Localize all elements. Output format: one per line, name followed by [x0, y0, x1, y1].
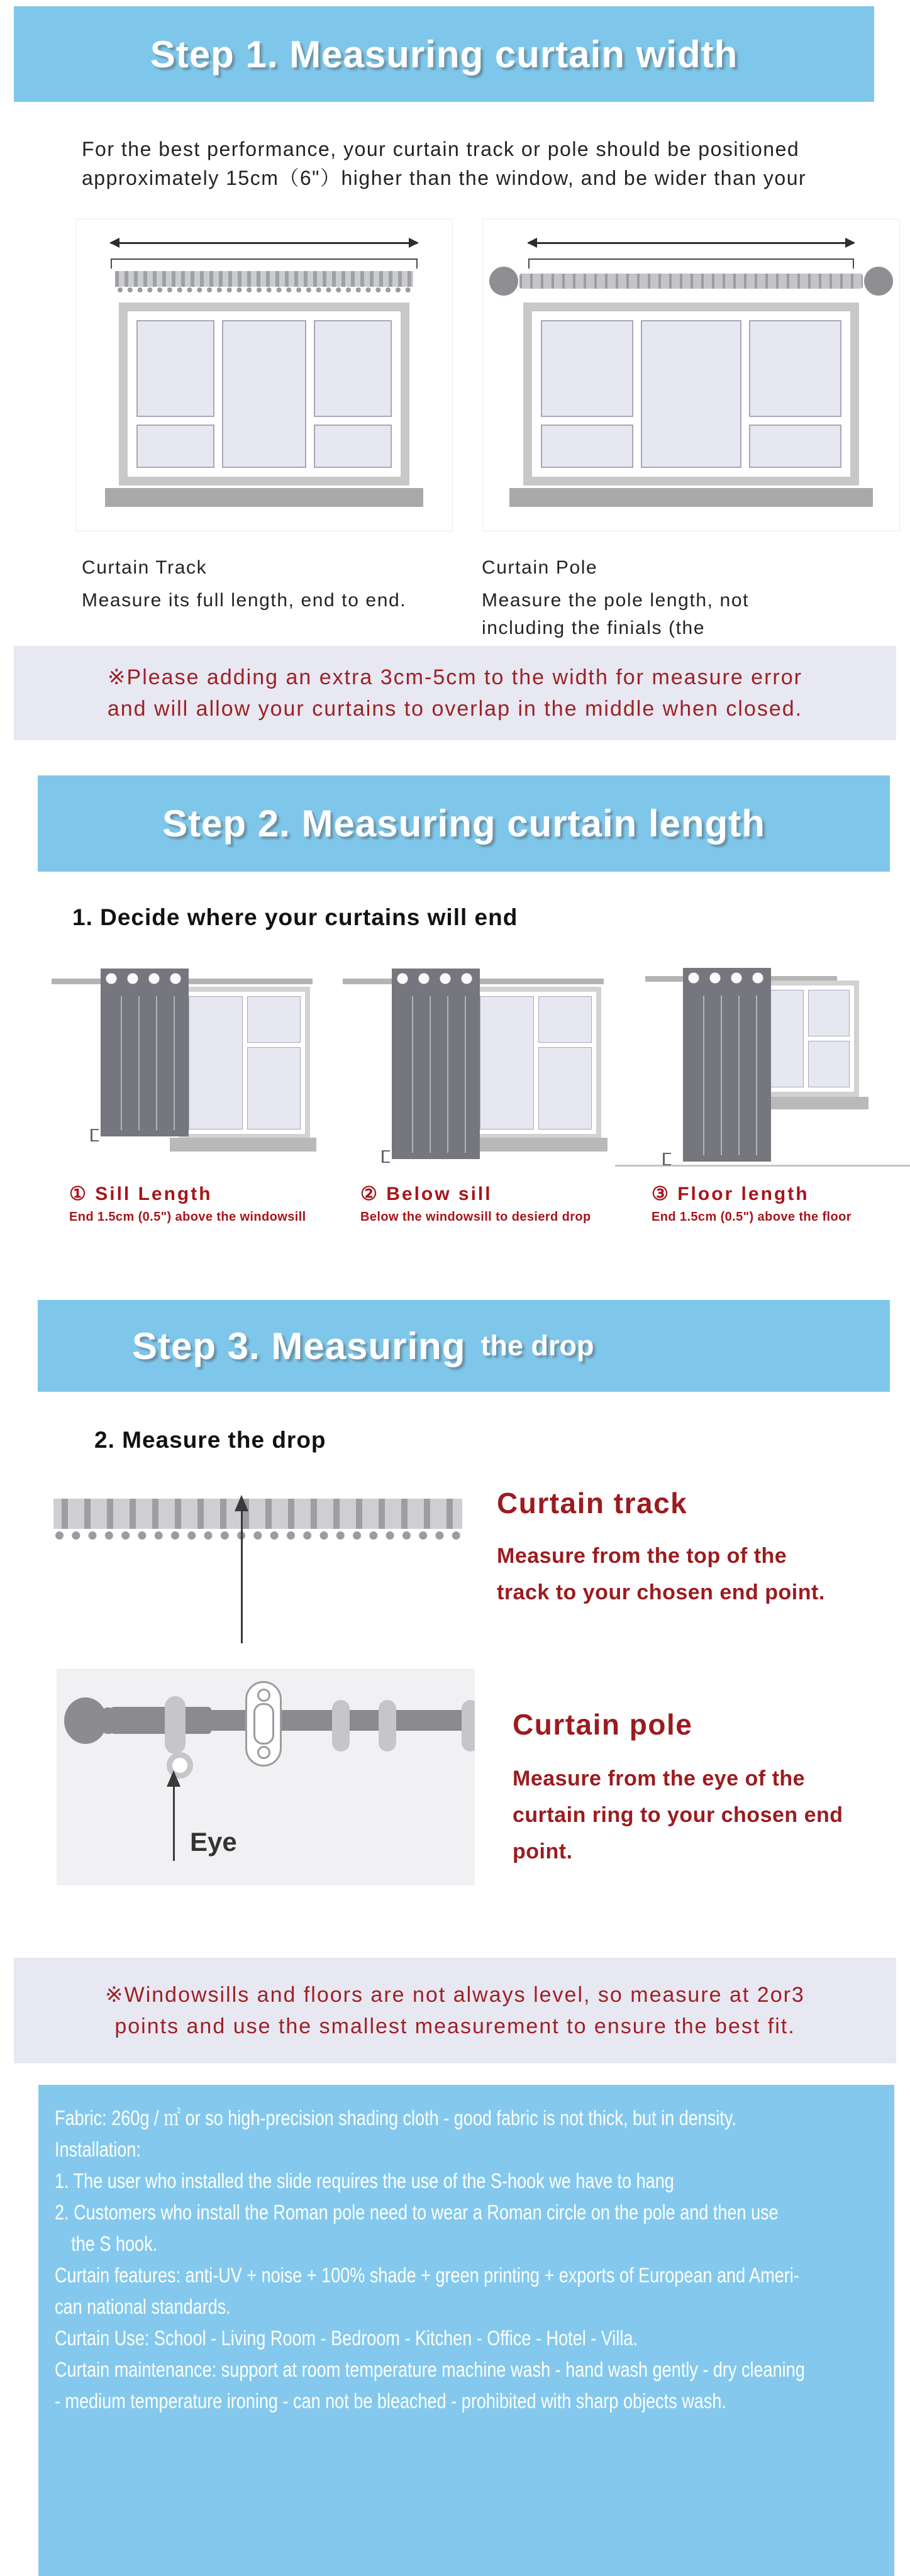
curtain-pole-bar [519, 274, 863, 289]
curtain-panel [101, 969, 189, 1136]
curtain-pole-caption [482, 554, 910, 642]
curtain-track-bar [115, 271, 413, 287]
footer-line: 1. The user who installed the slide requires the use of the S-hook we have to hang [55, 2169, 674, 2192]
caption-title: Curtain Track [82, 557, 208, 578]
option-title: ② Below sill [360, 1184, 492, 1204]
footer-line: the S hook. [71, 2232, 158, 2255]
screw-hole [257, 1689, 270, 1702]
curtain-ring [379, 1700, 396, 1752]
curtain-length-options-row [44, 952, 910, 1224]
window-pane [247, 996, 301, 1043]
windowsill [170, 1138, 316, 1152]
window-diagrams-row [75, 219, 910, 531]
footer-line: Installation: [55, 2138, 141, 2161]
step1-title: Step 1. Measuring curtain width [150, 33, 738, 75]
window-pane [541, 320, 633, 417]
eye-label: Eye [190, 1827, 237, 1857]
mini-window [179, 987, 310, 1139]
floor-length-diagram [626, 952, 906, 1169]
measure-tick [91, 1129, 99, 1141]
windowsill [509, 488, 873, 507]
window-pane [136, 425, 214, 468]
window-pane [541, 425, 633, 468]
pole-body [513, 1760, 843, 1870]
option-description: End 1.5cm (0.5") above the windowsill [69, 1210, 306, 1224]
track-drop-diagram [53, 1480, 462, 1668]
step3-title-sub: the drop [480, 1330, 594, 1362]
footer-line: Curtain Use: School - Living Room - Bedroom - Kitchen - Office - Hotel - Villa. [55, 2326, 638, 2350]
pole-eye-diagram [57, 1668, 475, 1885]
pole-heading: Curtain pole [513, 1708, 693, 1741]
curtain-folds [396, 996, 476, 1153]
measure-pole-section [57, 1668, 910, 1885]
drop-arrow-icon [241, 1510, 243, 1643]
product-details-footer [38, 2085, 894, 2576]
curtain-ring [165, 1696, 186, 1754]
step1-intro-paragraph [82, 135, 910, 192]
bracket-slot [253, 1703, 274, 1745]
measure-bracket [528, 258, 854, 269]
footer-line: - medium temperature ironing - can not be bleached - prohibited with sharp objects wash. [55, 2389, 726, 2412]
mini-window [470, 987, 601, 1139]
curtain-ring [462, 1700, 475, 1752]
eye-arrow-icon [173, 1785, 175, 1861]
below-sill-diagram [335, 952, 615, 1169]
curtain-pole-diagram [482, 219, 900, 531]
window-column [480, 996, 534, 1130]
caption-title: Curtain Pole [482, 557, 598, 578]
width-measure-note [14, 646, 896, 740]
pole-thick-segment [111, 1707, 211, 1734]
step3-header-band [38, 1300, 890, 1392]
grommets [103, 971, 186, 986]
track-glider-loops [55, 1531, 460, 1540]
track-body-line: track to your chosen end point. [497, 1580, 825, 1604]
window-column [541, 320, 633, 468]
sill-length-diagram [44, 952, 324, 1169]
intro-line-2: approximately 15cm（6"）higher than the window, and be wider than your [82, 167, 807, 189]
note-line: ※Windowsills and floors are not always level, so measure at 2or3 [105, 1983, 805, 2007]
window-glass [128, 311, 401, 477]
track-body-line: Measure from the top of the [497, 1544, 787, 1568]
window-pane [480, 996, 534, 1130]
option-title: ③ Floor length [652, 1184, 809, 1204]
footer-line: can national standards. [55, 2295, 231, 2318]
window-pane [136, 320, 214, 417]
pole-instructions [513, 1668, 843, 1885]
window-column [808, 990, 850, 1087]
curtain-folds [104, 996, 185, 1130]
pole-body-line: curtain ring to your chosen end [513, 1803, 843, 1827]
window-column [314, 320, 392, 468]
window-glass [757, 985, 854, 1092]
measure-track-section [53, 1480, 910, 1668]
step3-title-main: Step 3. Measuring [132, 1324, 466, 1367]
windowsill [461, 1138, 608, 1152]
footer-line: Curtain features: anti-UV + noise + 100% shade + green printing + exports of European and Ameri- [55, 2263, 799, 2287]
curtain-panel [683, 968, 771, 1162]
curtain-ring [332, 1700, 350, 1752]
pole-bracket [245, 1681, 282, 1767]
window-glass [184, 992, 305, 1134]
note-line: and will allow your curtains to overlap in the middle when closed. [107, 697, 803, 721]
window-pane [808, 990, 850, 1036]
width-arrow-icon [111, 242, 418, 244]
grommets [394, 971, 477, 986]
measure-tick [382, 1150, 390, 1163]
caption-line: including the finials (the [482, 618, 706, 638]
track-glider-loops [118, 287, 411, 292]
option-below-sill [335, 952, 615, 1224]
step1-header-band [14, 6, 874, 102]
curtain-folds [687, 996, 767, 1155]
window-pane [538, 1047, 592, 1130]
step2-subheading: 1. Decide where your curtains will end [72, 904, 518, 930]
window-pane [314, 320, 392, 417]
pole-finial-neck [103, 1707, 113, 1734]
track-instructions [497, 1480, 825, 1668]
curtain-track-bar [53, 1499, 462, 1529]
footer-line: Curtain maintenance: support at room temperature machine wash - hand wash gently - dry cleaning [55, 2358, 805, 2381]
window-pane [749, 320, 841, 417]
option-description: End 1.5cm (0.5") above the floor [652, 1210, 852, 1224]
window-column [247, 996, 301, 1130]
option-floor-length [626, 952, 906, 1224]
measure-bracket [111, 258, 418, 269]
window-column [749, 320, 841, 468]
windowsill [105, 488, 423, 507]
window-pane [189, 996, 243, 1130]
window-column [189, 996, 243, 1130]
option-title: ① Sill Length [69, 1184, 213, 1204]
note-line: points and use the smallest measurement to ensure the best fit. [114, 2014, 796, 2038]
window-column [136, 320, 214, 468]
option-description: Below the windowsill to desierd drop [360, 1210, 591, 1224]
window-frame [523, 303, 859, 486]
caption-line: Measure its full length, end to end. [82, 590, 407, 611]
window-pane [222, 320, 306, 468]
window-pane [641, 320, 741, 468]
caption-line: Measure the pole length, not [482, 590, 750, 611]
floor-line [615, 1165, 910, 1167]
track-body [497, 1538, 825, 1611]
note-line: ※Please adding an extra 3cm-5cm to the width for measure error [108, 665, 802, 689]
window-column [222, 320, 306, 468]
measure-tick [663, 1153, 671, 1165]
window-column [538, 996, 592, 1130]
intro-line-1: For the best performance, your curtain track or pole should be positioned [82, 138, 800, 160]
window-glass [475, 992, 596, 1134]
width-arrow-icon [528, 242, 854, 244]
step2-title: Step 2. Measuring curtain length [162, 802, 765, 845]
pole-finial [64, 1697, 107, 1744]
window-pane [314, 425, 392, 468]
option-sill-length [44, 952, 324, 1224]
window-column [641, 320, 741, 468]
diagram-captions-row [82, 554, 910, 642]
window-frame [119, 303, 409, 486]
curtain-track-diagram [75, 219, 453, 531]
footer-line: 2. Customers who install the Roman pole need to wear a Roman circle on the pole and then use [55, 2201, 779, 2224]
track-heading: Curtain track [497, 1487, 688, 1519]
window-pane [538, 996, 592, 1043]
screw-hole [257, 1746, 270, 1759]
pole-body-line: point. [513, 1840, 573, 1863]
level-measure-note [14, 1958, 896, 2063]
curtain-track-caption [82, 554, 482, 642]
grommets [685, 970, 769, 985]
curtain-panel [392, 969, 480, 1159]
window-glass [532, 311, 850, 477]
step3-subheading: 2. Measure the drop [94, 1427, 326, 1453]
window-pane [749, 425, 841, 468]
step2-header-band [38, 775, 890, 872]
window-pane [808, 1041, 850, 1087]
footer-line: Fabric: 260g / ㎡ or so high-precision shading cloth - good fabric is not thick, but in density. [55, 2106, 736, 2129]
window-pane [247, 1047, 301, 1130]
pole-body-line: Measure from the eye of the [513, 1767, 806, 1790]
